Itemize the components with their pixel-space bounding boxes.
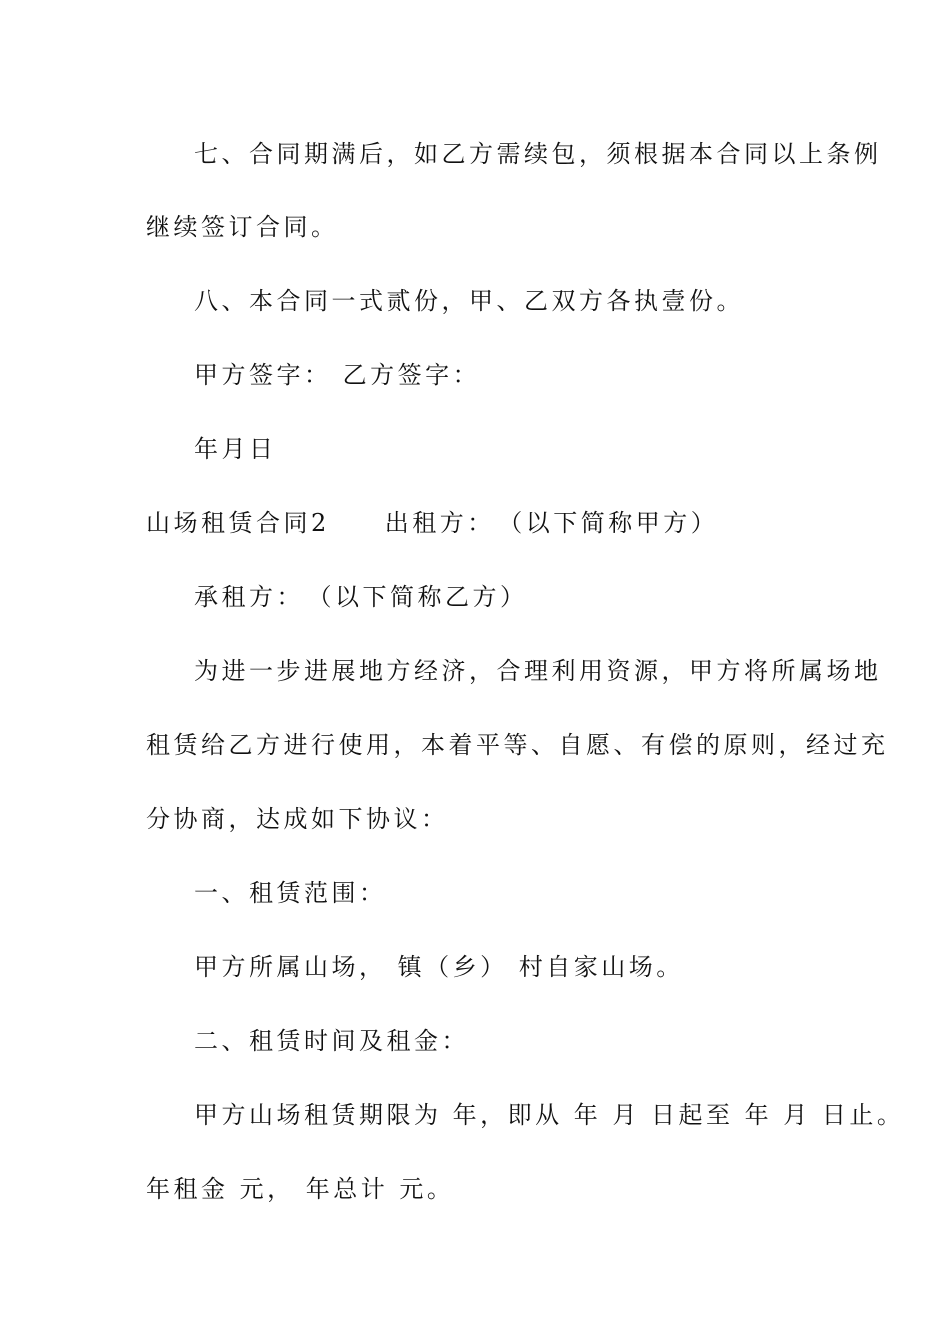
signature-line: 甲方签字： 乙方签字： — [194, 361, 481, 389]
section-1-heading: 一、租赁范围： — [194, 879, 387, 907]
contract-2-heading-lessor: 山场租赁合同2 出租方： （以下简称甲方） — [146, 509, 719, 537]
clause-8: 八、本合同一式贰份，甲、乙双方各执壹份。 — [194, 287, 744, 315]
date-line: 年月日 — [194, 435, 277, 463]
clause-7-line-1: 七、合同期满后，如乙方需续包，须根据本合同以上条例 — [194, 140, 882, 168]
preamble-line-3: 分协商，达成如下协议： — [146, 805, 449, 833]
clause-7-line-2: 继续签订合同。 — [146, 213, 339, 241]
section-2-body-line-2: 年租金 元， 年总计 元。 — [146, 1175, 455, 1203]
lessee-line: 承租方： （以下简称乙方） — [194, 583, 528, 611]
section-2-heading: 二、租赁时间及租金： — [194, 1027, 469, 1055]
section-1-body: 甲方所属山场， 镇（乡） 村自家山场。 — [194, 953, 684, 981]
preamble-line-2: 租赁给乙方进行使用，本着平等、自愿、有偿的原则，经过充 — [146, 731, 889, 759]
section-2-body-line-1: 甲方山场租赁期限为 年，即从 年 月 日起至 年 月 日止。 — [194, 1101, 905, 1129]
preamble-line-1: 为进一步进展地方经济，合理利用资源，甲方将所属场地 — [194, 657, 882, 685]
